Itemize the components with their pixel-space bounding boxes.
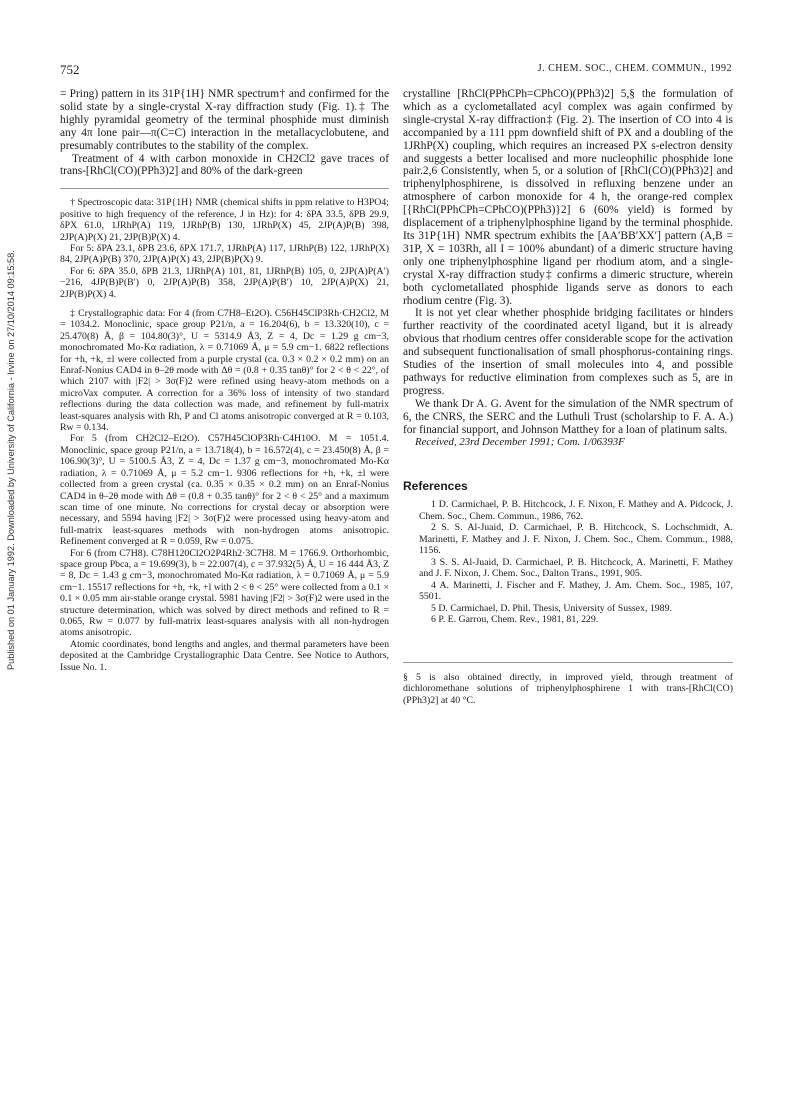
received-date: Received, 23rd December 1991; Com. 1/06393F [415,436,625,449]
footnote-paragraph: For 5 (from CH2Cl2–Et2O). C57H45ClOP3Rh·C4H10O. M = 1051.4. Monoclinic, space group P21/n, a = 13.718(4), b = 16.572(4), c = 23.450(8) Å, β = 106.90(3)°, U = 5100.5 Å3, Z = 4, Dc = 1.37 g cm−3, monochromated Mo-Kα radiation, λ = 0.71069 Å, μ = 5.2 cm−1. 9306 reflections for +h, +k, ±l were collected from a green crystal (ca. 0.35 × 0.35 × 0.2 mm) on an Enraf-Nonius CAD4 in θ–2θ mode with Δθ = (0.8 + 0.35 tanθ)° for 2 < θ < 25° and a maximum scan time of one minute. No corrections for crystal decay or absorption were necessary, and 5594 having |F2| > 3σ(F)2 were processed using heavy-atom and full-matrix least-squares methods with non-hydrogen atoms anisotropic. Refinement converged at R = 0.059, Rw = 0.075. [60,433,389,548]
reference-item: 4 A. Marinetti, J. Fischer and F. Mathey, J. Am. Chem. Soc., 1985, 107, 5501. [419,579,733,603]
footnote-paragraph: For 5: δPA 23.1, δPB 23.6, δPX 171.7, 1JRhP(A) 117, 1JRhP(B) 122, 1JRhP(X) 84, 2JP(A)P(B) 370, 2JP(A)P(X) 43, 2JP(B)P(X) 9. [60,242,389,266]
reference-item: 3 S. S. Al-Juaid, D. Carmichael, P. B. Hitchcock, A. Marinetti, F. Mathey and J. F. Nixon, J. Chem. Soc., Dalton Trans., 1991, 905. [419,556,733,580]
page-header [60,62,732,78]
references-heading: References [403,479,468,494]
body-paragraph: Treatment of 4 with carbon monoxide in CH2Cl2 gave traces of trans-[RhCl(CO)(PPh3)2] and 80% of the dark-green [60,152,389,178]
footnote-paragraph: ‡ Crystallographic data: For 4 (from C7H8–Et2O). C56H45ClP3Rh·CH2Cl2, M = 1034.2. Monoclinic, space group P21/n, a = 16.204(6), b = 13.320(10), c = 25.470(8) Å, β = 104.80(3)°, U = 5314.9 Å3, Z = 4, Dc = 1.29 g cm−3, monochromated Mo-Kα radiation, λ = 0.71069 Å, μ = 5.9 cm−1. 6822 reflections for +h, +k, ±l were collected from a purple crystal (ca. 0.3 × 0.2 × 0.2 mm) on an Enraf-Nonius CAD4 in θ–2θ mode with Δθ = (0.8 + 0.35 tanθ)° for 2 < θ < 22°, of which 2107 with |F2| > 3σ(F)2 were refined using heavy-atom methods on a microVax computer. A correction for a 36% loss of intensity of two standard reflections during the data collection was made, and refinement by full-matrix least-squares analysis with Rh, P and Cl atoms anisotropic converged at R = 0.103, Rw = 0.134. [60,308,389,434]
reference-item: 1 D. Carmichael, P. B. Hitchcock, J. F. Nixon, F. Mathey and A. Pidcock, J. Chem. Soc., Chem. Commun., 1986, 762. [419,499,733,522]
footnote-paragraph: Atomic coordinates, bond lengths and angles, and thermal parameters have been deposited at the Cambridge Crystallographic Data Centre. See Notice to Authors, Issue No. 1. [60,638,389,673]
page-number: 752 [60,62,80,77]
footnote-paragraph: For 6: δPA 35.0, δPB 21.3, 1JRhP(A) 101, 81, 1JRhP(B) 105, 0, 2JP(A)P(A′) −216, 4JP(B)P(B′) 0, 2JP(A)P(B) 358, 2JP(A)P(B′) 10, 2JP(A)P(X) 21, 2JP(B)P(X) 4. [60,265,389,300]
footnote-paragraph: For 6 (from C7H8). C78H120Cl2O2P4Rh2·3C7H8. M = 1766.9. Orthorhombic, space group Pbca, a = 19.699(3), b = 22.007(4), c = 37.932(5) Å, U = 16 444 Å3, Z = 8, Dc = 1.43 g cm−3, monochromated Mo-Kα radiation, λ = 0.71069 Å, μ = 5.9 cm−1. 15517 reflections for +h, +k, +l with 2 < θ < 25° were collected from a 0.1 × 0.1 × 0.05 mm air-stable orange crystal. 5981 having |F2| > 3σ(F)2 were used in the structure determination, which was solved by direct methods and refined to R = 0.065, Rw = 0.077 by full-matrix least-squares analysis with all non-hydrogen atoms anisotropic. [60,547,389,639]
reference-item: 5 D. Carmichael, D. Phil. Thesis, University of Sussex, 1989. [431,602,672,614]
download-provenance-text: Published on 01 January 1992. Downloaded by University of California - Irvine on 27/10/2014 09:15:58. [6,250,16,670]
body-paragraph: It is not yet clear whether phosphide bridging facilitates or hinders further reactivity of the coordinated acetyl ligand, but it is already obvious that rhodium centres offer considerable scope for the activation and subsequent functionalisation of small phosphorus-containing rings. Studies of the insertion of small molecules into 4, and possible pathways for reductive elimination from complexes such as 5, are in progress. [403,307,733,397]
reference-item: 2 S. S. Al-Juaid, D. Carmichael, P. B. Hitchcock, S. Lochschmidt, A. Marinetti, F. Mathey and J. F. Nixon, J. Chem. Soc., Chem. Commun., 1988, 1156. [419,522,733,557]
running-head: J. CHEM. SOC., CHEM. COMMUN., 1992 [537,63,732,74]
left-column [60,88,389,673]
footnote-spectroscopic [60,188,389,673]
footnote-paragraph: † Spectroscopic data: 31P{1H} NMR (chemical shifts in ppm relative to H3PO4; positive to high frequency of the reference, J in Hz): for 4: δPA 33.5, δPB 29.9, δPX 61.0, 1JRhP(A) 119, 1JRhP(B) 130, 1JRhP(X) 45, 2JP(A)P(B) 398, 2JP(A)P(X) 21, 2JP(B)P(X) 4. [60,197,389,243]
acknowledgements: We thank Dr A. G. Avent for the simulation of the NMR spectrum of 6, the CNRS, the SERC and the Luthuli Trust (scholarship to F. A. A.) for financial support, and Johnson Matthey for a loan of platinum salts. [403,397,733,436]
footnote-section: § 5 is also obtained directly, in improved yield, through treatment of dichloromethane solutions of triphenylphosphirene 1 with trans-[RhCl(CO)(PPh3)2] at 40 °C. [403,662,733,706]
body-paragraph: = Pring) pattern in its 31P{1H} NMR spectrum† and confirmed for the solid state by a single-crystal X-ray diffraction study (Fig. 1).‡ The highly pyramidal geometry of the terminal phosphide must diminish any 4π lone pair—π(C=C) interaction in the metallacyclobutene, and presumably contributes to the stability of the complex. [60,88,389,152]
download-provenance-note [4,210,18,670]
right-column [403,88,733,706]
reference-item: 6 P. E. Garrou, Chem. Rev., 1981, 81, 229. [431,614,599,626]
body-paragraph: crystalline [RhCl(PPhCPh=CPhCO)(PPh3)2] 5,§ the formulation of which as a cyclometallated acyl complex was again confirmed by single-crystal X-ray diffraction‡ (Fig. 2). The insertion of CO into 4 is accompanied by a 111 ppm downfield shift of PX and a doubling of the 1JRhP(X) coupling, which requires an increased PX s-electron density and suggests a better localised and more nucleophilic phosphide lone pair.2,6 Consistently, when 5, or a solution of [RhCl(CO)(PPh3)2] and triphenylphosphirene, is dissolved in refluxing benzene under an atmosphere of carbon monoxide for 4 h, the orange-red complex [{RhCl(PPhCPh=CPhCO)(PPh3)}2] 6 (60% yield) is formed by displacement of a triphenylphosphine ligand by the terminal phosphide. Its 31P{1H} NMR spectrum exhibits the [AA′BB′XX′] pattern (A,B = 31P, X = 103Rh, all I = 100% abundant) of a dimeric structure having only one triphenylphosphine ligand per rhodium atom, and a single-crystal X-ray diffraction study‡ confirms a dimeric structure, wherein both cyclometallated phosphide ligands serve as donors to each rhodium centre (Fig. 3). [403,88,733,307]
references-list [403,499,733,626]
